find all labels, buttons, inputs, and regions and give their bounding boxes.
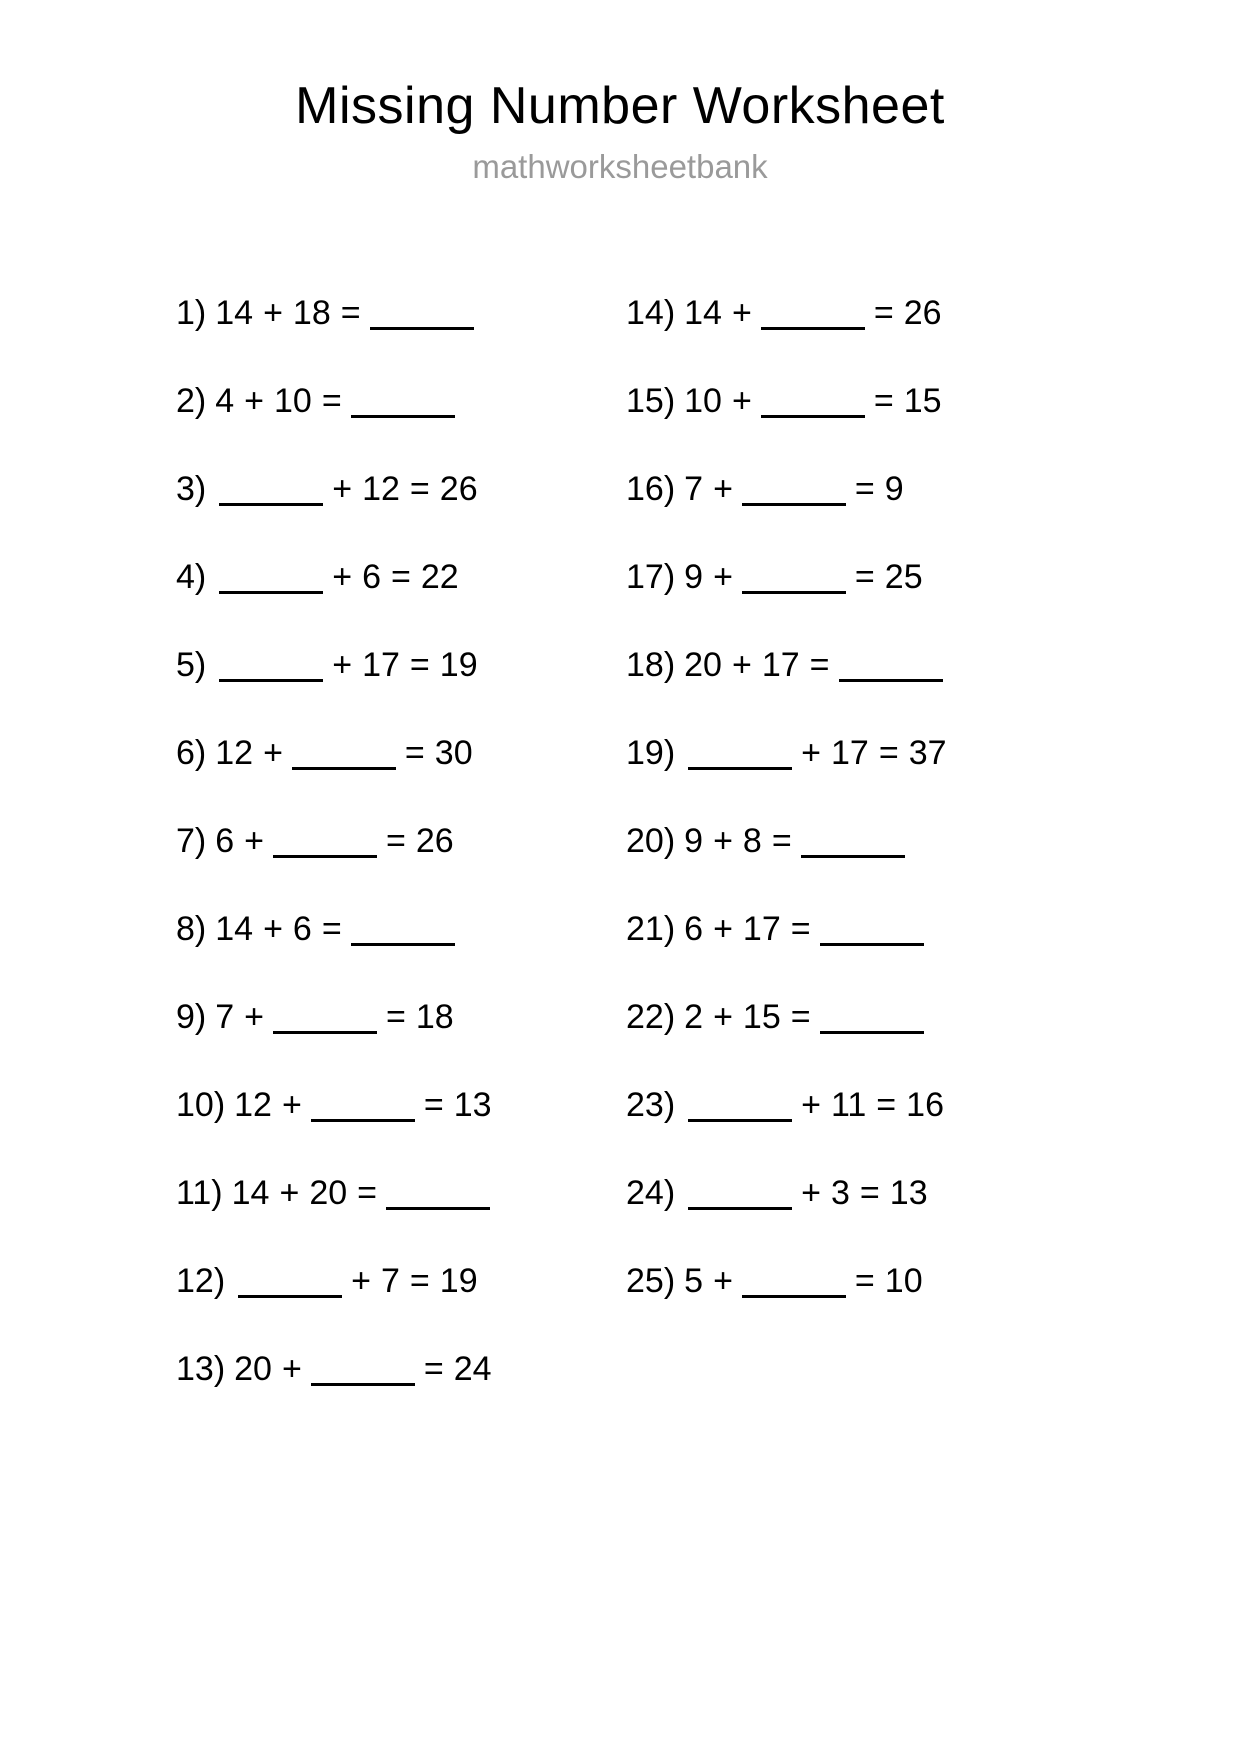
- answer-blank[interactable]: [292, 737, 396, 770]
- result-value: 15: [903, 382, 942, 420]
- problem-expression: [215, 1000, 458, 1034]
- problem-row: [176, 296, 626, 384]
- result-value: 37: [908, 734, 947, 772]
- problem-expression: [684, 1088, 949, 1122]
- result-value: 19: [439, 1262, 478, 1300]
- equals-sign: =: [321, 382, 342, 420]
- operand-a: 6: [215, 822, 235, 860]
- result-value: 16: [906, 1086, 944, 1124]
- problem-number: 21): [626, 910, 676, 948]
- problem-row: [176, 1000, 626, 1088]
- problem-number: 9): [176, 998, 207, 1036]
- result-value: 26: [415, 822, 454, 860]
- operator-plus: +: [731, 646, 752, 684]
- answer-blank[interactable]: [311, 1353, 415, 1386]
- problem-expression: [215, 736, 477, 770]
- problem-row: [626, 736, 1046, 824]
- result-value: 22: [420, 558, 459, 596]
- result-value: 9: [884, 470, 904, 508]
- problem-expression: [215, 648, 482, 682]
- operand-b: 12: [362, 470, 400, 508]
- problem-row: [176, 1176, 626, 1264]
- operator-plus: +: [332, 558, 353, 596]
- answer-blank[interactable]: [219, 473, 323, 506]
- operand-b: 10: [274, 382, 312, 420]
- operator-plus: +: [263, 910, 283, 948]
- result-value: 19: [439, 646, 478, 684]
- equals-sign: =: [854, 558, 875, 596]
- problem-row: [626, 1088, 1046, 1176]
- problem-row: [626, 912, 1046, 1000]
- operand-b: 3: [831, 1174, 850, 1212]
- problem-number: 8): [176, 910, 207, 948]
- operator-plus: +: [351, 1262, 371, 1300]
- answer-blank[interactable]: [820, 1001, 924, 1034]
- problem-number: 1): [176, 294, 207, 332]
- operator-plus: +: [713, 822, 733, 860]
- answer-blank[interactable]: [273, 825, 377, 858]
- problem-number: 25): [626, 1262, 676, 1300]
- equals-sign: =: [873, 382, 894, 420]
- operand-a: 6: [684, 910, 704, 948]
- problem-number: 10): [176, 1086, 226, 1124]
- problem-number: 2): [176, 382, 207, 420]
- problem-number: 17): [626, 558, 676, 596]
- equals-sign: =: [771, 822, 792, 860]
- problem-row: [626, 1264, 1046, 1352]
- equals-sign: =: [391, 558, 411, 596]
- result-value: 13: [453, 1086, 492, 1124]
- problem-expression: [234, 1352, 496, 1386]
- problem-row: [626, 1176, 1046, 1264]
- page-subtitle: mathworksheetbank: [472, 148, 768, 186]
- result-value: 13: [889, 1174, 928, 1212]
- problem-expression: [234, 1088, 496, 1122]
- problem-row: [626, 296, 1046, 384]
- equals-sign: =: [386, 998, 406, 1036]
- equals-sign: =: [790, 998, 811, 1036]
- equals-sign: =: [409, 1262, 430, 1300]
- answer-blank[interactable]: [820, 913, 924, 946]
- problem-number: 6): [176, 734, 207, 772]
- equals-sign: =: [409, 470, 430, 508]
- problem-number: 15): [626, 382, 676, 420]
- equals-sign: =: [340, 294, 361, 332]
- problem-number: 16): [626, 470, 676, 508]
- answer-blank[interactable]: [351, 385, 455, 418]
- operand-a: 7: [684, 470, 704, 508]
- problem-number: 14): [626, 294, 676, 332]
- operator-plus: +: [713, 470, 733, 508]
- operator-plus: +: [713, 998, 733, 1036]
- answer-blank[interactable]: [742, 473, 846, 506]
- result-value: 26: [903, 294, 942, 332]
- equals-sign: =: [423, 1350, 444, 1388]
- problem-expression: [684, 1000, 927, 1034]
- operand-a: 12: [234, 1086, 272, 1124]
- operand-b: 8: [742, 822, 762, 860]
- worksheet-header: [0, 0, 1240, 185]
- problem-number: 3): [176, 470, 207, 508]
- problem-row: [626, 648, 1046, 736]
- equals-sign: =: [321, 910, 342, 948]
- problem-row: [176, 736, 626, 824]
- equals-sign: =: [854, 470, 875, 508]
- operand-a: 2: [684, 998, 704, 1036]
- operand-a: 7: [215, 998, 235, 1036]
- problem-number: 23): [626, 1086, 676, 1124]
- right-column: [626, 296, 1046, 1352]
- operator-plus: +: [713, 1262, 733, 1300]
- answer-blank[interactable]: [688, 1089, 792, 1122]
- operand-a: 10: [684, 382, 722, 420]
- problem-expression: [684, 648, 946, 682]
- operator-plus: +: [263, 734, 283, 772]
- answer-blank[interactable]: [688, 1177, 792, 1210]
- problem-number: 4): [176, 558, 207, 596]
- operand-a: 14: [231, 1174, 270, 1212]
- operator-plus: +: [332, 470, 353, 508]
- problem-expression: [215, 824, 458, 858]
- equals-sign: =: [859, 1174, 880, 1212]
- result-value: 10: [884, 1262, 923, 1300]
- operator-plus: +: [281, 1086, 302, 1124]
- answer-blank[interactable]: [219, 649, 323, 682]
- answer-blank[interactable]: [351, 913, 455, 946]
- problem-row: [626, 384, 1046, 472]
- operand-b: 17: [831, 734, 869, 772]
- equals-sign: =: [878, 734, 899, 772]
- operator-plus: +: [801, 1086, 821, 1124]
- problem-row: [176, 824, 626, 912]
- problem-row: [176, 648, 626, 736]
- answer-blank[interactable]: [688, 737, 792, 770]
- left-column: [176, 296, 626, 1440]
- equals-sign: =: [386, 822, 406, 860]
- problem-expression: [215, 912, 458, 946]
- operator-plus: +: [731, 294, 752, 332]
- result-value: 25: [884, 558, 923, 596]
- operand-b: 18: [292, 294, 331, 332]
- operator-plus: +: [244, 382, 265, 420]
- problem-expression: [215, 384, 458, 418]
- answer-blank[interactable]: [311, 1089, 415, 1122]
- problem-row: [176, 1352, 626, 1440]
- operator-plus: +: [244, 998, 265, 1036]
- equals-sign: =: [809, 646, 830, 684]
- operator-plus: +: [279, 1174, 300, 1212]
- problem-expression: [684, 560, 927, 594]
- operand-a: 20: [684, 646, 722, 684]
- problem-row: [626, 1000, 1046, 1088]
- problem-grid: [0, 296, 1240, 1440]
- problem-number: 11): [176, 1174, 223, 1212]
- problem-number: 12): [176, 1262, 226, 1300]
- result-value: 30: [434, 734, 473, 772]
- problem-row: [176, 1264, 626, 1352]
- equals-sign: =: [357, 1174, 377, 1212]
- problem-row: [176, 912, 626, 1000]
- problem-number: 19): [626, 734, 676, 772]
- operand-a: 12: [215, 734, 254, 772]
- operand-a: 20: [234, 1350, 272, 1388]
- operator-plus: +: [244, 822, 265, 860]
- problem-expression: [684, 296, 946, 330]
- problem-expression: [684, 1176, 932, 1210]
- operator-plus: +: [281, 1350, 302, 1388]
- problem-expression: [234, 1264, 482, 1298]
- operator-plus: +: [263, 294, 283, 332]
- result-value: 18: [415, 998, 454, 1036]
- problem-row: [626, 560, 1046, 648]
- operand-b: 11: [831, 1086, 867, 1124]
- answer-blank[interactable]: [238, 1265, 342, 1298]
- problem-expression: [215, 560, 463, 594]
- problem-expression: [684, 1264, 927, 1298]
- operand-a: 9: [684, 822, 704, 860]
- result-value: 26: [439, 470, 478, 508]
- operand-b: 15: [742, 998, 781, 1036]
- equals-sign: =: [423, 1086, 444, 1124]
- operator-plus: +: [332, 646, 353, 684]
- operand-b: 6: [362, 558, 382, 596]
- equals-sign: =: [854, 1262, 875, 1300]
- problem-expression: [215, 472, 482, 506]
- problem-number: 13): [176, 1350, 226, 1388]
- problem-expression: [684, 384, 946, 418]
- operator-plus: +: [801, 1174, 821, 1212]
- answer-blank[interactable]: [219, 561, 323, 594]
- answer-blank[interactable]: [839, 649, 943, 682]
- problem-number: 20): [626, 822, 676, 860]
- problem-expression: [684, 472, 909, 506]
- answer-blank[interactable]: [742, 1265, 846, 1298]
- problem-row: [626, 824, 1046, 912]
- equals-sign: =: [409, 646, 430, 684]
- operator-plus: +: [713, 558, 733, 596]
- equals-sign: =: [404, 734, 425, 772]
- operand-a: 4: [215, 382, 235, 420]
- operand-b: 17: [742, 910, 781, 948]
- operand-a: 5: [684, 1262, 704, 1300]
- equals-sign: =: [876, 1086, 897, 1124]
- problem-expression: [684, 736, 951, 770]
- operand-b: 17: [761, 646, 800, 684]
- problem-number: 7): [176, 822, 207, 860]
- answer-blank[interactable]: [801, 825, 905, 858]
- answer-blank[interactable]: [273, 1001, 377, 1034]
- operand-b: 6: [292, 910, 312, 948]
- equals-sign: =: [873, 294, 894, 332]
- operand-b: 7: [381, 1262, 400, 1300]
- equals-sign: =: [790, 910, 811, 948]
- result-value: 24: [453, 1350, 492, 1388]
- problem-expression: [232, 1176, 494, 1210]
- problem-number: 24): [626, 1174, 676, 1212]
- answer-blank[interactable]: [761, 385, 865, 418]
- operand-b: 20: [309, 1174, 348, 1212]
- problem-number: 18): [626, 646, 676, 684]
- page-title: Missing Number Worksheet: [295, 77, 945, 135]
- operator-plus: +: [713, 910, 733, 948]
- problem-expression: [684, 912, 927, 946]
- operand-a: 14: [215, 294, 254, 332]
- operator-plus: +: [801, 734, 821, 772]
- operand-a: 9: [684, 558, 704, 596]
- problem-row: [626, 472, 1046, 560]
- problem-number: 22): [626, 998, 676, 1036]
- problem-number: 5): [176, 646, 207, 684]
- problem-row: [176, 472, 626, 560]
- answer-blank[interactable]: [370, 297, 474, 330]
- problem-row: [176, 560, 626, 648]
- problem-row: [176, 1088, 626, 1176]
- operand-a: 14: [215, 910, 254, 948]
- operator-plus: +: [731, 382, 752, 420]
- operand-b: 17: [362, 646, 400, 684]
- problem-expression: [684, 824, 909, 858]
- answer-blank[interactable]: [761, 297, 865, 330]
- answer-blank[interactable]: [742, 561, 846, 594]
- problem-expression: [215, 296, 477, 330]
- problem-row: [176, 384, 626, 472]
- operand-a: 14: [684, 294, 722, 332]
- answer-blank[interactable]: [386, 1177, 490, 1210]
